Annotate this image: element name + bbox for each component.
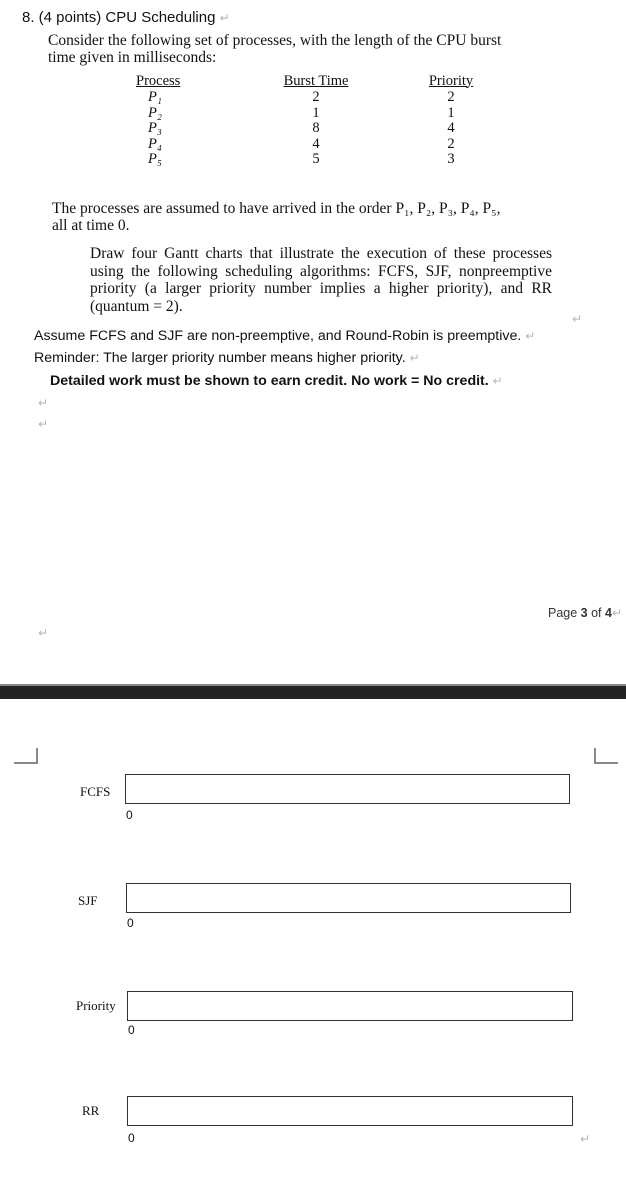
gantt-label-sjf: SJF [78, 893, 98, 908]
intro-text [48, 32, 588, 66]
intro-line: time given in milliseconds: [48, 49, 217, 66]
paragraph-mark-icon: ↵ [492, 374, 503, 388]
paragraph-mark-icon: ↵ [38, 417, 49, 431]
burst-time: 1 [312, 104, 320, 121]
burst-time: 2 [312, 89, 320, 105]
paragraph-mark-icon: ↵ [219, 11, 230, 25]
process-name: P₂ [148, 104, 162, 121]
gantt-box-priority[interactable] [127, 991, 573, 1021]
paragraph-mark-icon: ↵ [580, 1132, 591, 1146]
paragraph-mark-icon: ↵ [572, 312, 583, 326]
paragraph-mark-icon: ↵ [409, 351, 420, 365]
paragraph-mark-icon: ↵ [611, 606, 623, 620]
table-header-row [118, 72, 506, 90]
gantt-label-priority: Priority [76, 998, 116, 1013]
paragraph-mark-icon: ↵ [38, 396, 49, 410]
process-table [118, 72, 506, 168]
page-mid: of [587, 606, 605, 620]
assumption-note [34, 328, 535, 344]
priority-value: 2 [447, 135, 455, 152]
page-prefix: Page [548, 606, 581, 620]
process-name: P₄ [148, 135, 162, 152]
gantt-box-fcfs[interactable] [125, 774, 570, 804]
reminder-note [34, 350, 420, 366]
arrival-line: all at time 0. [52, 217, 130, 234]
header-process: Process [136, 72, 181, 89]
page-total: 4 [605, 606, 612, 620]
gantt-start-priority: 0 [128, 1023, 135, 1037]
credit-note [50, 373, 503, 389]
burst-time: 8 [312, 120, 320, 136]
arrival-text [52, 200, 572, 234]
table-row [118, 121, 506, 137]
page-number [548, 606, 622, 620]
gantt-start-fcfs: 0 [126, 808, 133, 822]
priority-value: 4 [447, 120, 455, 136]
gantt-label-fcfs: FCFS [80, 784, 111, 799]
burst-time: 4 [312, 135, 320, 152]
header-burst-time: Burst Time [283, 72, 349, 89]
gantt-start-sjf: 0 [127, 916, 134, 930]
credit-text: Detailed work must be shown to earn credit. No work = No credit. [50, 373, 489, 389]
gantt-label-rr: RR [82, 1103, 100, 1118]
process-name: P₃ [148, 120, 162, 136]
arrival-line: The processes are assumed to have arrived in the order P₁, P₂, P₃, P₄, P₅, [52, 200, 501, 217]
table-row [118, 106, 506, 122]
priority-value: 1 [447, 104, 455, 121]
process-name: P₅ [148, 151, 162, 167]
burst-time: 5 [312, 151, 320, 167]
table-row [118, 152, 506, 168]
question-heading-text: 8. (4 points) CPU Scheduling [22, 9, 216, 26]
margin-corner-left-icon [14, 748, 38, 764]
table-row [118, 137, 506, 153]
gantt-box-rr[interactable] [127, 1096, 573, 1126]
draw-instruction: Draw four Gantt charts that illustrate the execution of these processes using the following scheduling algorithms: FCFS, SJF, nonpreemptive priority (a larger priority number implies a higher priority), and RR (quantum = 2). [90, 245, 552, 315]
page-break-band [0, 686, 626, 699]
priority-value: 3 [447, 151, 455, 167]
table-row [118, 90, 506, 106]
process-name: P₁ [148, 89, 162, 105]
assumption-text: Assume FCFS and SJF are non-preemptive, and Round-Robin is preemptive. [34, 328, 522, 344]
gantt-start-rr: 0 [128, 1131, 135, 1145]
priority-value: 2 [447, 89, 455, 105]
reminder-text: Reminder: The larger priority number means higher priority. [34, 350, 406, 366]
gantt-box-sjf[interactable] [126, 883, 571, 913]
page-current: 3 [580, 606, 588, 620]
paragraph-mark-icon: ↵ [38, 626, 49, 640]
margin-corner-right-icon [594, 748, 618, 764]
question-heading [22, 9, 230, 26]
header-priority: Priority [428, 72, 474, 89]
intro-line: Consider the following set of processes, with the length of the CPU burst [48, 32, 502, 49]
paragraph-mark-icon: ↵ [525, 329, 536, 343]
